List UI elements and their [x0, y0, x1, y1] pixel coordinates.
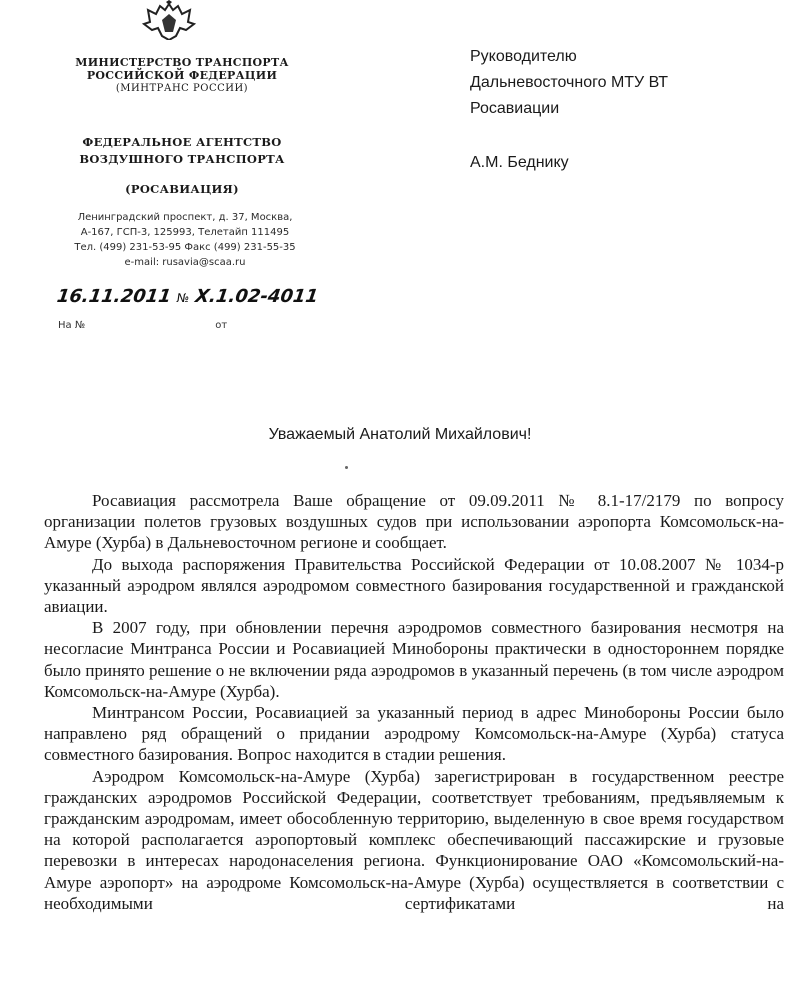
agency-abbr: (РОСАВИАЦИЯ)	[125, 182, 239, 196]
paragraph: До выхода распоряжения Правительства Российской Федерации от 10.08.2007 № 1034-р указанный аэродром являлся аэродромом совместного базирования государственной и гражданской авиации.	[44, 554, 784, 617]
ministry-name: МИНИСТЕРСТВО ТРАНСПОРТА РОССИЙСКОЙ ФЕДЕРАЦИИ (МИНТРАНС РОССИИ)	[75, 56, 289, 94]
agency-name: ФЕДЕРАЛЬНОЕ АГЕНТСТВО ВОЗДУШНОГО ТРАНСПОРТА	[79, 135, 285, 166]
salutation: Уважаемый Анатолий Михайлович!	[268, 426, 532, 443]
registration-line: 16.11.2011 № Х.1.02-4011	[55, 286, 320, 307]
addressee-block: Руководителю Дальневосточного МТУ ВТ Росавиации А.М. Беднику	[470, 44, 668, 176]
eagle-emblem-icon	[138, 0, 200, 40]
letter-body	[44, 490, 784, 914]
paragraph: Аэродром Комсомольск-на-Амуре (Хурба) зарегистрирован в государственном реестре гражданских аэродромов Российской Федерации, соответствует требованиям, предъявляемым к гражданским аэродромам, имеет обособленную территорию, выделенную в свое время государством на которой располагается аэропортовый комплекс обеспечивающий пассажирские и грузовые перевозки в интересах народонаселения региона. Функционирование ОАО «Комсомольский-на-Амуре аэропорт» на аэродроме Комсомольск-на-Амуре (Хурба) осуществляется в соответствии с необходимыми сертификатами на	[44, 766, 784, 913]
reg-number: Х.1.02-4011	[193, 286, 320, 307]
reg-date: 16.11.2011	[55, 286, 173, 307]
paragraph: Росавиация рассмотрела Ваше обращение от 09.09.2011 № 8.1-17/2179 по вопросу организации полетов грузовых воздушных судов при использовании аэропорта Комсомольск-на-Амуре (Хурба) в Дальневосточном регионе и сообщает.	[44, 491, 784, 553]
reference-line: На № от	[58, 320, 228, 331]
scan-speck	[345, 466, 348, 469]
addressee-name: А.М. Беднику	[470, 154, 569, 171]
paragraph: В 2007 году, при обновлении перечня аэродромов совместного базирования несмотря на несогласие Минтранса России и Росавиацией Минобороны практически в одностороннем порядке было принято решение о не включении ряда аэродромов в указанный перечень (в том числе аэродром Комсомольск-на-Амуре (Хурба).	[44, 618, 784, 701]
agency-address: Ленинградский проспект, д. 37, Москва, А-167, ГСП-3, 125993, Телетайп 111495 Тел. (499) 231-53-95 Факс (499) 231-55-35 e-mail: rusavia@scaa.ru	[74, 212, 296, 268]
paragraph: Минтрансом России, Росавиацией за указанный период в адрес Минобороны России было направлено ряд обращений о придании аэродрому Комсомольск-на-Амуре (Хурба) статуса совместного базирования. Вопрос находится в стадии решения.	[44, 703, 784, 765]
